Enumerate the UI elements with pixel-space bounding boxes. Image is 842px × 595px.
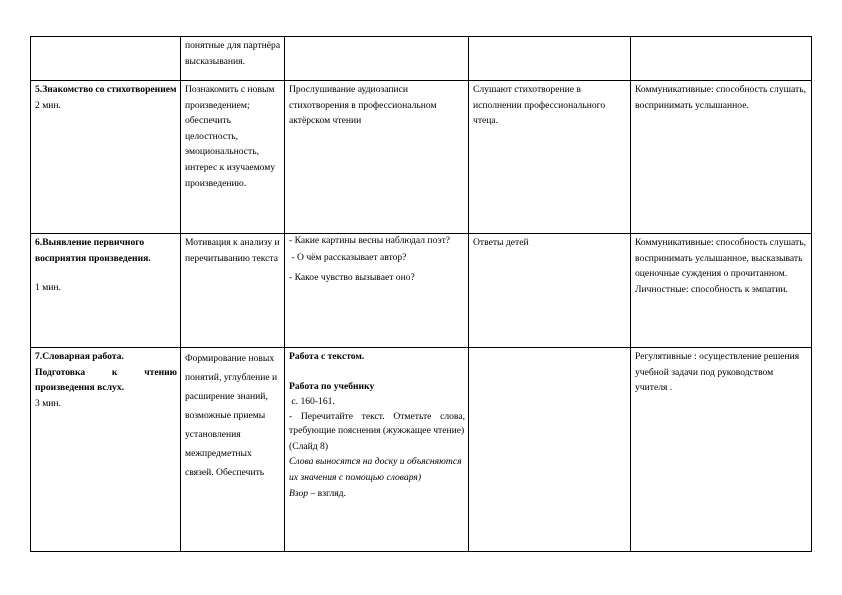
stage-duration: 1 мин.	[35, 282, 61, 294]
students-cell	[469, 234, 631, 348]
activity-cell	[285, 348, 469, 552]
goal-text: Формирование новых понятий, углубление и расширение знаний, возможные приемы установления межпредметных связей. Обеспечить	[185, 353, 278, 478]
activity-task: - Перечитайте текст. Отметьте слова, требующие пояснения (жужжащее чтение)	[289, 410, 465, 437]
stage-title: 5.Знакомство со стихотворением	[35, 84, 177, 95]
students-cell	[469, 81, 631, 234]
uud-text: Регулятивные : осуществление решения учебной задачи под руководством учителя .	[635, 351, 800, 394]
uud-cell	[631, 234, 812, 348]
activity-note: Слова выносятся на доску и объясняются их значения с помощью словаря)	[289, 456, 462, 483]
students-text: Ответы детей	[473, 237, 529, 248]
uud-text: Личностные: способность к эмпатии.	[635, 283, 788, 295]
stage-cell	[31, 37, 181, 81]
activity-question: - О чём рассказывает автор?	[289, 252, 407, 263]
table-row	[31, 37, 812, 81]
stage-cell	[31, 81, 181, 234]
stage-duration: 2 мин.	[35, 99, 61, 111]
textbook-heading: Работа по учебнику	[289, 380, 375, 392]
activity-cell	[285, 81, 469, 234]
stage-duration: 3 мин.	[35, 397, 61, 409]
goal-cell	[181, 348, 285, 552]
goal-cell	[181, 234, 285, 348]
table-row	[31, 348, 812, 552]
students-cell	[469, 37, 631, 81]
activity-cell	[285, 234, 469, 348]
goal-cell	[181, 81, 285, 234]
stage-cell	[31, 234, 181, 348]
uud-cell	[631, 81, 812, 234]
page-reference: с. 160-161.	[289, 396, 335, 408]
students-cell	[469, 348, 631, 552]
stage-subtitle: Подготовка к чтению произведения вслух.	[35, 366, 177, 394]
table-row	[31, 234, 812, 348]
activity-text: Прослушивание аудиозаписи стихотворения в профессиональном актёрском чтении	[289, 84, 437, 127]
table-row	[31, 81, 812, 234]
uud-cell	[631, 348, 812, 552]
vocabulary-definition: – взгляд.	[308, 487, 346, 499]
students-text: Слушают стихотворение в исполнении профессионального чтеца.	[473, 84, 606, 127]
goal-text: Познакомить с новым произведением; обеспечить целостность, эмоциональность, интерес к изучаемому произведению.	[185, 84, 276, 189]
uud-text: Коммуникативные: способность слушать, воспринимать услышанное, высказывать оценочные суждения о прочитанном.	[635, 237, 806, 280]
stage-title: 6.Выявление первичного восприятия произведения.	[35, 237, 151, 264]
uud-cell	[631, 37, 812, 81]
activity-cell	[285, 37, 469, 81]
lesson-plan-table	[30, 36, 812, 552]
vocabulary-term: Взор	[289, 487, 309, 499]
activity-question: - Какое чувство вызывает оно?	[289, 271, 415, 283]
goal-text: Мотивация к анализу и перечитыванию текста	[185, 237, 280, 264]
uud-text: Коммуникативные: способность слушать, воспринимать услышанное.	[635, 84, 806, 111]
activity-heading: Работа с текстом.	[289, 351, 365, 362]
slide-reference: (Слайд 8)	[289, 440, 329, 452]
goal-text: понятные для партнёра высказывания.	[185, 40, 281, 67]
stage-cell	[31, 348, 181, 552]
vocabulary-entry	[289, 486, 465, 502]
stage-title: 7.Словарная работа.	[35, 351, 124, 362]
activity-question: - Какие картины весны наблюдал поэт?	[289, 235, 451, 246]
goal-cell	[181, 37, 285, 81]
